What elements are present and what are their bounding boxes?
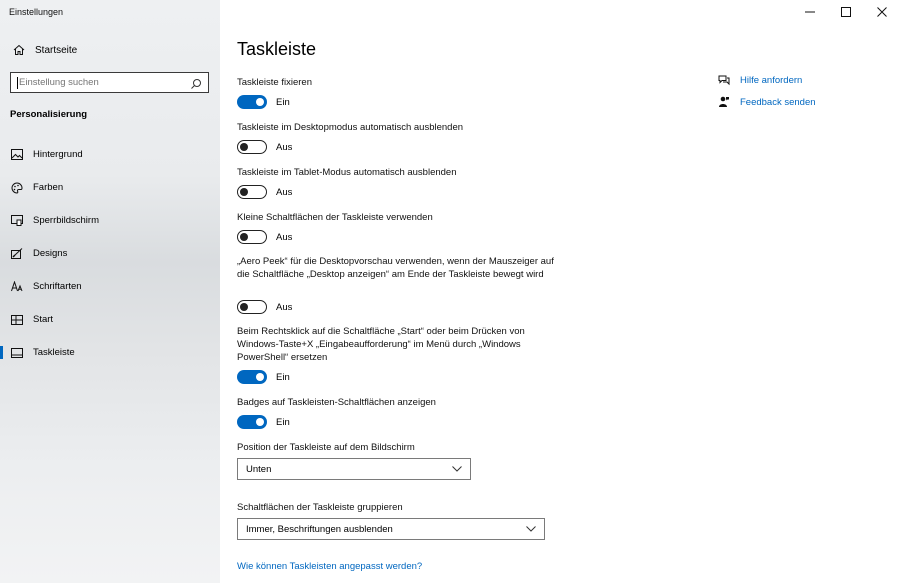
setting-label: Taskleiste im Tablet-Modus automatisch ausblenden	[237, 167, 457, 178]
toggle-switch[interactable]	[237, 140, 267, 154]
setting-label: Beim Rechtsklick auf die Schaltfläche „Start“ oder beim Drücken von Windows-Taste+X „Eingabeaufforderung“ im Menü durch „Windows PowerShell“ ersetzen	[237, 326, 525, 363]
setting-label: Kleine Schaltflächen der Taskleiste verwenden	[237, 212, 433, 223]
lockscreen-icon	[10, 214, 23, 227]
setting-label: Taskleiste fixieren	[237, 77, 312, 88]
sidebar-item-sperrbildschirm[interactable]	[0, 204, 220, 237]
search-icon[interactable]	[190, 77, 202, 89]
window-controls	[792, 0, 900, 24]
side-links	[718, 69, 816, 113]
sidebar-item-label: Hintergrund	[33, 149, 83, 160]
main-content	[220, 0, 900, 583]
toggle-state: Ein	[276, 96, 290, 108]
side-link-label: Hilfe anfordern	[740, 74, 803, 86]
sidebar-item-designs[interactable]	[0, 237, 220, 270]
toggle-switch[interactable]	[237, 300, 267, 314]
sidebar-item-label: Farben	[33, 182, 64, 193]
toggle-state: Aus	[276, 231, 293, 243]
toggle-state: Aus	[276, 141, 293, 153]
toggle-aero-peek[interactable]	[237, 300, 292, 314]
setting-label: „Aero Peek“ für die Desktopvorschau verwenden, wenn der Mauszeiger auf die Schaltfläche „Desktop anzeigen“ am Ende der Taskleiste bewegt wird	[237, 256, 554, 280]
toggle-state: Aus	[276, 186, 293, 198]
sidebar-item-label: Sperrbildschirm	[33, 215, 99, 226]
feedback-icon	[718, 96, 730, 108]
minimize-icon	[805, 7, 815, 17]
dropdown-value: Immer, Beschriftungen ausblenden	[246, 523, 393, 535]
page-title: Taskleiste	[237, 39, 317, 59]
sidebar-item-label: Start	[33, 314, 54, 325]
position-dropdown[interactable]	[237, 458, 471, 480]
sidebar-item-schriftarten[interactable]	[0, 270, 220, 303]
side-link-label: Feedback senden	[740, 96, 816, 108]
chevron-down-icon	[526, 526, 536, 532]
close-button[interactable]	[864, 0, 900, 24]
grouping-label: Schaltflächen der Taskleiste gruppieren	[237, 502, 403, 513]
toggle-switch[interactable]	[237, 415, 267, 429]
start-icon	[10, 313, 23, 326]
minimize-button[interactable]	[792, 0, 828, 24]
sidebar-item-taskleiste[interactable]	[0, 336, 220, 369]
home-icon	[12, 43, 26, 57]
toggle-state: Ein	[276, 416, 290, 428]
sidebar-item-start[interactable]	[0, 303, 220, 336]
toggle-tablet-autohide[interactable]	[237, 185, 292, 199]
taskbar-icon	[10, 346, 23, 359]
sidebar-item-farben[interactable]	[0, 171, 220, 204]
section-heading: Personalisierung	[10, 109, 88, 120]
toggle-small-buttons[interactable]	[237, 230, 292, 244]
sidebar-item-label: Designs	[33, 248, 68, 259]
dropdown-value: Unten	[246, 463, 272, 475]
window-title: Einstellungen	[9, 7, 64, 17]
maximize-button[interactable]	[828, 0, 864, 24]
search-input[interactable]	[19, 77, 190, 88]
palette-icon	[10, 181, 23, 194]
position-label: Position der Taskleiste auf dem Bildschirm	[237, 442, 415, 453]
toggle-taskleiste-fixieren[interactable]	[237, 95, 290, 109]
sidebar-home-label: Startseite	[35, 44, 78, 56]
toggle-state: Aus	[276, 301, 293, 313]
toggle-switch[interactable]	[237, 230, 267, 244]
maximize-icon	[841, 7, 851, 17]
picture-icon	[10, 148, 23, 161]
help-chat-icon	[718, 74, 730, 86]
fonts-icon	[10, 280, 23, 293]
sidebar-item-hintergrund[interactable]	[0, 138, 220, 171]
toggle-switch[interactable]	[237, 95, 267, 109]
sidebar-nav	[0, 138, 220, 369]
setting-label: Taskleiste im Desktopmodus automatisch ausblenden	[237, 122, 464, 133]
sidebar-item-label: Schriftarten	[33, 281, 82, 292]
setting-label: Badges auf Taskleisten-Schaltflächen anzeigen	[237, 397, 436, 408]
sidebar-home[interactable]	[12, 43, 77, 57]
toggle-state: Ein	[276, 371, 290, 383]
toggle-switch[interactable]	[237, 370, 267, 384]
send-feedback-link[interactable]	[718, 91, 816, 113]
search-box[interactable]	[10, 72, 209, 93]
sidebar	[0, 0, 220, 583]
designs-icon	[10, 247, 23, 260]
chevron-down-icon	[452, 466, 462, 472]
toggle-desktop-autohide[interactable]	[237, 140, 292, 154]
grouping-dropdown[interactable]	[237, 518, 545, 540]
customize-taskbar-link[interactable]: Wie können Taskleisten angepasst werden?	[237, 561, 423, 572]
get-help-link[interactable]	[718, 69, 816, 91]
toggle-switch[interactable]	[237, 185, 267, 199]
toggle-badges[interactable]	[237, 415, 290, 429]
text-caret	[17, 77, 18, 89]
close-icon	[877, 7, 887, 17]
toggle-powershell[interactable]	[237, 370, 290, 384]
sidebar-item-label: Taskleiste	[33, 347, 75, 358]
